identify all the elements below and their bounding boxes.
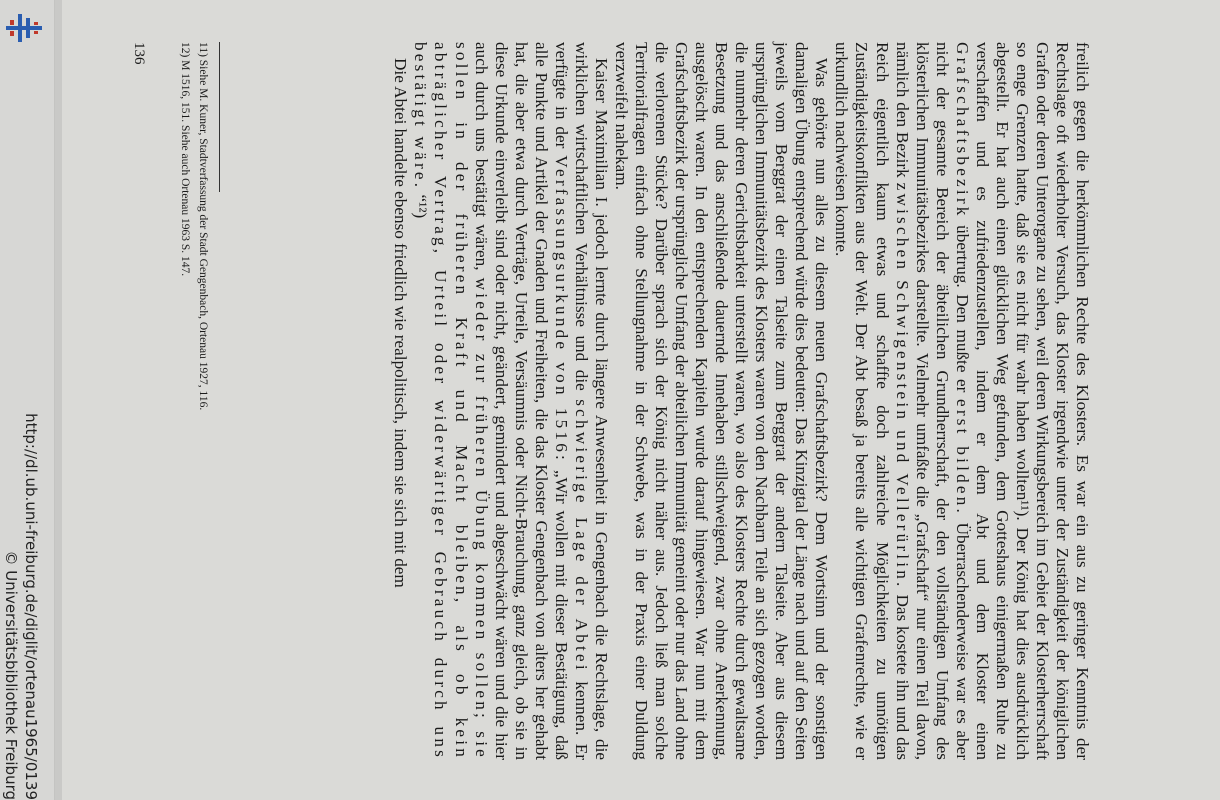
- source-url[interactable]: http://dl.ub.uni-freiburg.de/diglit/ortenau1965/0139: [22, 413, 40, 800]
- paragraph-4: Die Abtei handelte ebenso friedlich wie realpolitisch, indem sie sich mit dem: [391, 58, 411, 588]
- spaced-emphasis: wieder zur früheren Übung kommen sollen; sie sollen in der früheren Kraft und Macht bleiben, als ob kein abträglicher Vertrag, Urteil oder widerwärtiger Gebrauch durch uns bestätigt wäre.: [411, 42, 491, 761]
- page-body-text: [390, 42, 1092, 760]
- copyright-notice: © Universitätsbibliothek Freiburg: [2, 550, 20, 800]
- footnote-11: 11) Siehe M. Kuner, Stadtverfassung der Stadt Gengenbach, Ortenau 1927, 116.: [197, 42, 209, 411]
- footnotes: [176, 42, 212, 760]
- footnote-12: 12) M 1516, 151. Siehe auch Ortenau 1963 S. 147.: [179, 42, 191, 277]
- spaced-emphasis: zwischen Schwigenstein und Vellerürlin.: [892, 182, 912, 590]
- paragraph-1: freilich gegen die herkömmlichen Rechte des Klosters. Es war ein aus zu geringer Kenntnis der Rechtslage oft wiederholter Versuch, das Kloster irgendwie unter der Zuständigkeit der königlichen Grafen oder deren Unterorgane zu sehen, weil deren Wirkungsbereich im Gebiet der Klosterherrschaft so enge Grenzen hatte, daß sie es nicht für wahr haben wollten¹¹). Der König hat dies ausdrücklich abgestellt. Er hat auch einen glücklichen Weg gefunden, dem Gotteshaus einigermaßen Ruhe zu verschaffen und es zufriedenzustellen, indem er dem Abt und dem Kloster einen Grafschaftsbezirk übertrug. Den mußte er erst bilden. Überraschenderweise war es aber nicht der gesamte Bereich der äbteilichen Grundherrschaft, der den vollständigen Umfang des klösterlichen Immunitätsbezirkes darstellte. Vielmehr umfaßte die „Grafschaft“ nur einen Teil davon, nämlich den Bezirk zwischen Schwigenstein und Vellerürlin. Das kostete ihn und das Reich eigentlich kaum etwas und schaffte doch zahlreiche Möglichkeiten zu unnötigen Zuständigkeitskonflikten aus der Welt. Der Abt besaß ja bereits alle wichtigen Grafenrechte, wie er urkundlich nachweisen konnte.: [832, 42, 1092, 761]
- spaced-emphasis: Grafschaftsbezirk: [952, 42, 972, 219]
- footnote-divider: [219, 42, 220, 192]
- paragraph-2: Was gehörte nun alles zu diesem neuen Grafschaftsbezirk? Dem Wortsinn und der sonstigen damaligen Übung entsprechend würde dies bedeuten: Das Kinzigtal der Länge nach und auf den Seiten jeweils vom Berggrat der einen Talseite zum Berggrat der andern Talseite. Aber aus diesem ursprünglichen Immunitätsbezirk des Klosters waren von den Nachbarn Teile an sich gezogen worden, die nunmehr deren Gerichtsbarkeit unterstellt waren, wo also des Klosters Rechte durch gewaltsame Besetzung und das anschließende dauernde Innehaben stillschweigend, zwar ohne Anerkennung, ausgelöscht waren. In den entsprechenden Kapiteln wurde darauf hingewiesen. War nun mit dem Grafschaftsbezirk der ursprüngliche Umfang der abteilichen Immunität gemeint oder nur das Land ohne die verlorenen Stücke? Darüber sprach sich der König nicht näher aus. Jedoch ließ man solche Territorialfragen einfach ohne Stellungnahme in der Schwebe, was in der Praxis einer Duldung verzweifelt nahekam.: [611, 42, 832, 760]
- spaced-emphasis: Verfassungsurkunde von 1516:: [551, 155, 571, 463]
- rotated-book-page: [62, 0, 1220, 800]
- page-number: 136: [131, 42, 147, 65]
- viewer-sidebar: [0, 0, 55, 800]
- spaced-emphasis: schwierige Lage der Abtei: [571, 399, 591, 673]
- spaced-emphasis: erst bilden.: [952, 398, 972, 517]
- paragraph-3: Kaiser Maximilian I. jedoch lernte durch längere Anwesenheit in Gengenbach die Rechtslage, die wirklichen wirtschaftlichen Verhältnisse und die schwierige Lage der Abtei kennen. Er verfügte in der Verfassungsurkunde von 1516: „Wir wollen mit dieser Bestätigung, daß alle Punkte und Artikel der Gnaden und Freiheiten, die das Kloster Gengenbach von alters her gehabt hat, die aber etwa durch Verträge, Urteile, Versäumnis oder Nicht-Brauchung, ganz gleich, ob sie in diese Urkunde einverleibt sind oder nicht, geändert, gemindert und abgeschwächt wären und die hier auch durch uns bestätigt wären, wieder zur früheren Übung kommen sollen; sie sollen in der früheren Kraft und Macht bleiben, als ob kein abträglicher Vertrag, Urteil oder widerwärtiger Gebrauch durch uns bestätigt wäre. “¹²): [411, 42, 611, 761]
- scanned-page-area: [62, 0, 1220, 800]
